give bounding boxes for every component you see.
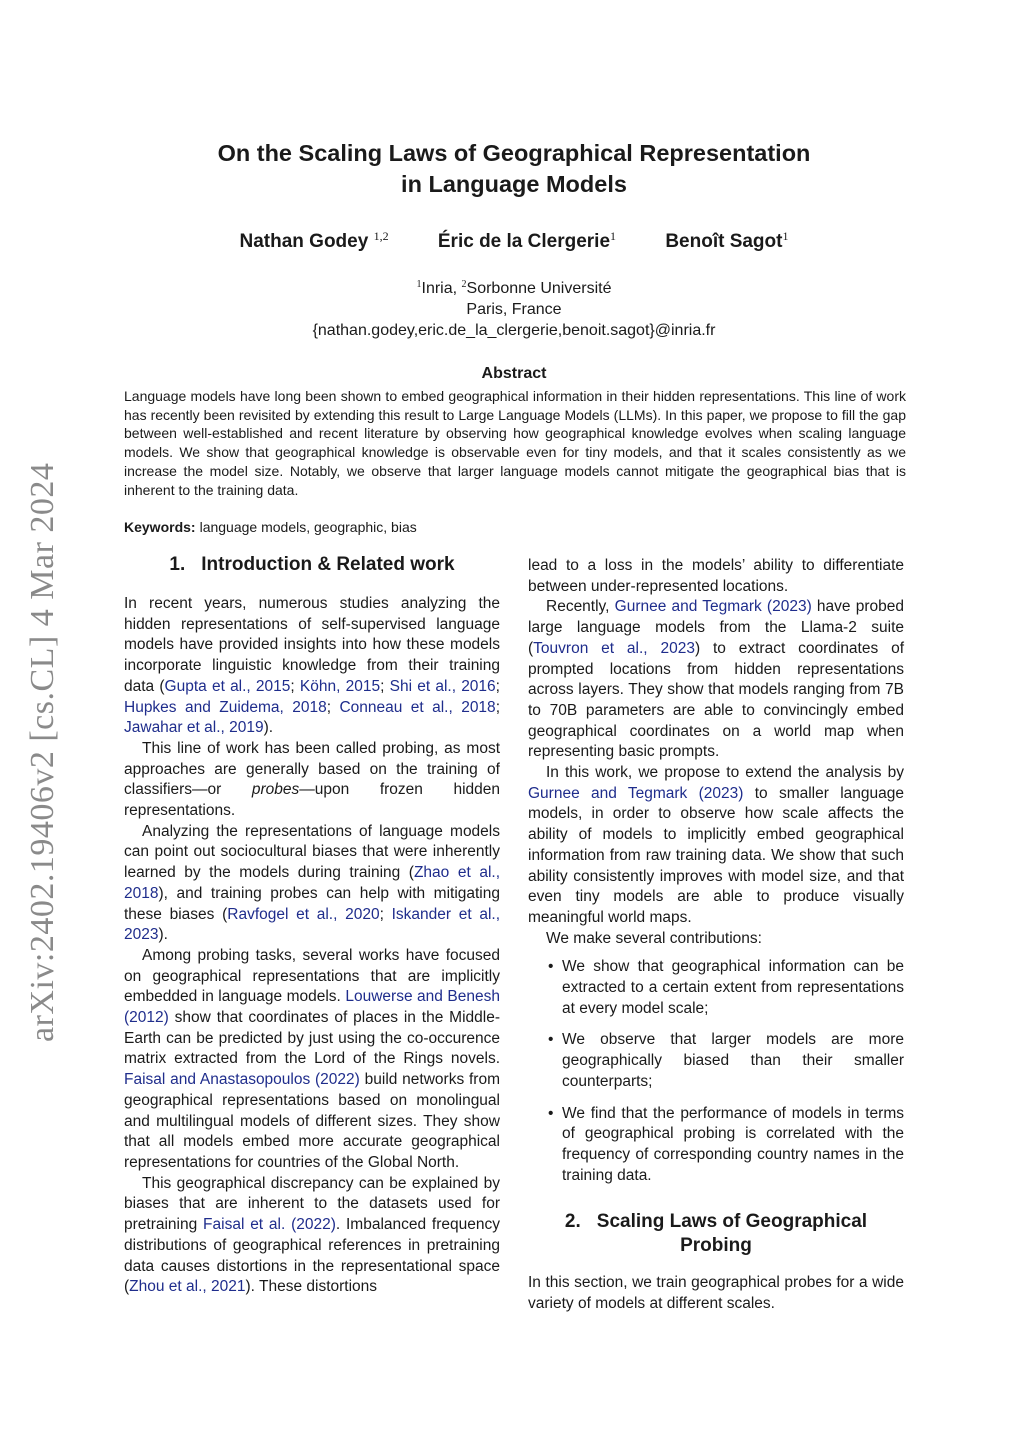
p2-text-end: —upon frozen hidden representations. bbox=[124, 781, 500, 820]
citation-conneau[interactable]: Conneau et al., 2018 bbox=[339, 698, 496, 716]
p1-sep: ; bbox=[380, 677, 390, 695]
bullet-icon: • bbox=[548, 1104, 554, 1122]
p4-text-end: build networks from geographical representations based on monolingual and multilingual models of different sizes. They show that all models embed more accurate geographical representations for countries of the Global North. bbox=[124, 1071, 500, 1171]
citation-hupkes[interactable]: Hupkes and Zuidema, 2018 bbox=[124, 698, 327, 716]
citation-gurnee-tegmark-2[interactable]: Gurnee and Tegmark (2023) bbox=[528, 784, 744, 802]
contribution-item bbox=[528, 1104, 904, 1187]
intro-paragraph-5 bbox=[124, 1174, 500, 1298]
intro-paragraph-1 bbox=[124, 594, 500, 739]
intro-paragraph-5-continued bbox=[528, 556, 904, 597]
author-3-affiliation: 1 bbox=[782, 229, 789, 243]
citation-zhou[interactable]: Zhou et al., 2021 bbox=[129, 1278, 246, 1296]
intro-paragraph-7 bbox=[528, 763, 904, 929]
bullet-icon: • bbox=[548, 1031, 554, 1049]
intro-paragraph-4 bbox=[124, 946, 500, 1174]
p4-text: Among probing tasks, several works have focused on geographical representations that are implicitly embedded in language models. bbox=[124, 946, 500, 1006]
author-3-name: Benoît Sagot bbox=[665, 231, 783, 252]
intro-paragraph-3 bbox=[124, 822, 500, 946]
keywords bbox=[124, 519, 417, 535]
contribution-text: We show that geographical information can be extracted to a certain extent from representations at every model scale; bbox=[562, 958, 904, 1017]
author-1-name: Nathan Godey bbox=[239, 231, 369, 252]
author-1-affiliation: 1,2 bbox=[373, 229, 389, 243]
institutions bbox=[124, 274, 904, 299]
section-2-number: 2. bbox=[564, 1211, 581, 1233]
p3-end: ). bbox=[158, 926, 168, 944]
left-column bbox=[124, 553, 500, 1298]
bullet-icon: • bbox=[548, 958, 554, 976]
author-2-affiliation: 1 bbox=[610, 229, 617, 243]
author-3 bbox=[665, 231, 788, 252]
affil-sup-1: 1 bbox=[416, 279, 422, 290]
p7-text-end: to smaller language models, in order to observe how scale affects the ability of models to implicitly embed geographical information from raw training data. We show that such ability consistently improves with model size, and that even tiny models are able to produce visually meaningful world maps. bbox=[528, 784, 904, 926]
p6-text-end: ) to extract coordinates of prompted locations from hidden representations across layers. They show that models ranging from 7B to 70B parameters are able to convincingly embed geographical coordinates on a world map when representing basic prompts. bbox=[528, 639, 905, 761]
citation-shi[interactable]: Shi et al., 2016 bbox=[389, 677, 496, 695]
arxiv-identifier: arXiv:2402.19406v2 [cs.CL] 4 Mar 2024 bbox=[24, 462, 61, 1042]
author-2 bbox=[438, 231, 616, 252]
p6-text-mid: have probed large language models from the Llama-2 suite ( bbox=[528, 598, 904, 657]
citation-iskander[interactable]: Iskander et al., 2023 bbox=[124, 905, 500, 944]
p5-text-continued: lead to a loss in the models’ ability to differentiate between under-represented locations. bbox=[528, 557, 904, 595]
intro-paragraph-8: We make several contributions: bbox=[546, 929, 762, 947]
citation-jawahar[interactable]: Jawahar et al., 2019 bbox=[124, 719, 264, 737]
author-1 bbox=[240, 231, 389, 252]
p1-sep: ; bbox=[495, 677, 500, 695]
p7-text: In this work, we propose to extend the analysis by bbox=[546, 764, 904, 782]
p5-text-mid: . Imbalanced frequency distributions of geographical references in pretraining data causes distortions in the representational space ( bbox=[124, 1216, 500, 1296]
contribution-item bbox=[528, 1030, 904, 1092]
citation-faisal-anastasopoulos[interactable]: Faisal and Anastasopoulos (2022) bbox=[124, 1071, 360, 1089]
section-2-heading bbox=[528, 1210, 904, 1258]
p1-sep: ; bbox=[290, 677, 300, 695]
citation-faisal[interactable]: Faisal et al. (2022) bbox=[203, 1216, 336, 1234]
section-1-number: 1. bbox=[169, 554, 186, 575]
p1-text: In recent years, numerous studies analyzing the hidden representations of self-supervised language models have provided insights into how these models incorporate linguistic knowledge from their training data ( bbox=[124, 595, 500, 695]
abstract-text: Language models have long been shown to embed geographical information in their hidden representations. This line of work has recently been revisited by extending this result to Large Language Models (LLMs). In this paper, we propose to fill the gap between well-established and recent literature by observing how geographical knowledge evolves when scaling language models. We show that geographical knowledge is observable even for tiny models, and that it scales consistently as we increase the model size. Notably, we observe that larger language models cannot mitigate the geographical bias that is inherent to the training data. bbox=[124, 388, 906, 498]
affil-sup-2: 2 bbox=[461, 279, 467, 290]
affiliations bbox=[124, 274, 904, 341]
citation-gurnee-tegmark[interactable]: Gurnee and Tegmark (2023) bbox=[614, 598, 812, 616]
author-list bbox=[124, 229, 904, 253]
p2-emphasis: probes bbox=[251, 781, 300, 799]
citation-zhao[interactable]: Zhao et al., 2018 bbox=[124, 864, 500, 902]
right-column bbox=[528, 556, 904, 1315]
paper-title bbox=[124, 138, 904, 200]
title-line-1: On the Scaling Laws of Geographical Representation bbox=[217, 140, 811, 166]
citation-touvron[interactable]: Touvron et al., 2023 bbox=[533, 639, 695, 657]
citation-kohn[interactable]: Köhn, 2015 bbox=[299, 677, 381, 695]
section-1-heading bbox=[124, 553, 500, 577]
p3-text-mid: ), and training probes can help with mitigating these biases ( bbox=[124, 884, 500, 923]
p1-sep: ; bbox=[495, 698, 500, 716]
keywords-text: language models, geographic, bias bbox=[199, 519, 417, 535]
contribution-text: We observe that larger models are more geographically biased than their smaller counterparts; bbox=[562, 1031, 904, 1090]
contribution-text: We find that the performance of models in terms of geographical probing is correlated with the frequency of corresponding country names in the training data. bbox=[562, 1104, 904, 1184]
p3-text: Analyzing the representations of language models can point out sociocultural biases that were inherently learned by the models during training ( bbox=[124, 822, 500, 882]
p5-text: This geographical discrepancy can be explained by biases that are inherent to the datasets used for pretraining bbox=[124, 1174, 500, 1234]
citation-gupta[interactable]: Gupta et al., 2015 bbox=[164, 677, 291, 695]
p2-text: This line of work has been called probing, as most approaches are generally based on the training of classifiers—or bbox=[124, 739, 500, 799]
p1-end: ). bbox=[263, 719, 274, 737]
intro-paragraph-6 bbox=[528, 597, 904, 763]
location: Paris, France bbox=[466, 301, 562, 318]
contributions-list bbox=[528, 957, 904, 1186]
institution-2: Sorbonne Université bbox=[466, 280, 612, 297]
contribution-item bbox=[528, 957, 904, 1019]
keywords-label: Keywords: bbox=[124, 519, 196, 535]
author-2-name: Éric de la Clergerie bbox=[437, 231, 611, 252]
p3-sep: ; bbox=[379, 905, 392, 923]
p6-text: Recently, bbox=[546, 598, 615, 616]
author-emails: {nathan.godey,eric.de_la_clergerie,benoit.sagot}@inria.fr bbox=[312, 322, 716, 339]
p5-text-tail: ). These distortions bbox=[245, 1278, 378, 1296]
section-2-title-line-1: Scaling Laws of Geographical bbox=[596, 1211, 868, 1233]
p1-sep: ; bbox=[326, 698, 340, 716]
section-1-title: Introduction & Related work bbox=[201, 554, 455, 575]
institution-1: Inria, bbox=[421, 280, 462, 297]
citation-louwerse[interactable]: Louwerse and Benesh (2012) bbox=[124, 988, 500, 1027]
citation-ravfogel[interactable]: Ravfogel et al., 2020 bbox=[227, 905, 380, 923]
intro-paragraph-2 bbox=[124, 739, 500, 822]
p4-text-mid: show that coordinates of places in the Middle-Earth can be predicted by just using the co-occurence matrix extracted from the Lord of the Rings novels. bbox=[124, 1009, 500, 1068]
title-line-2: in Language Models bbox=[401, 171, 627, 197]
abstract-heading: Abstract bbox=[481, 365, 547, 382]
section-2-paragraph-1: In this section, we train geographical probes for a wide variety of models at different scales. bbox=[528, 1274, 904, 1313]
section-2-title-line-2: Probing bbox=[680, 1235, 752, 1257]
